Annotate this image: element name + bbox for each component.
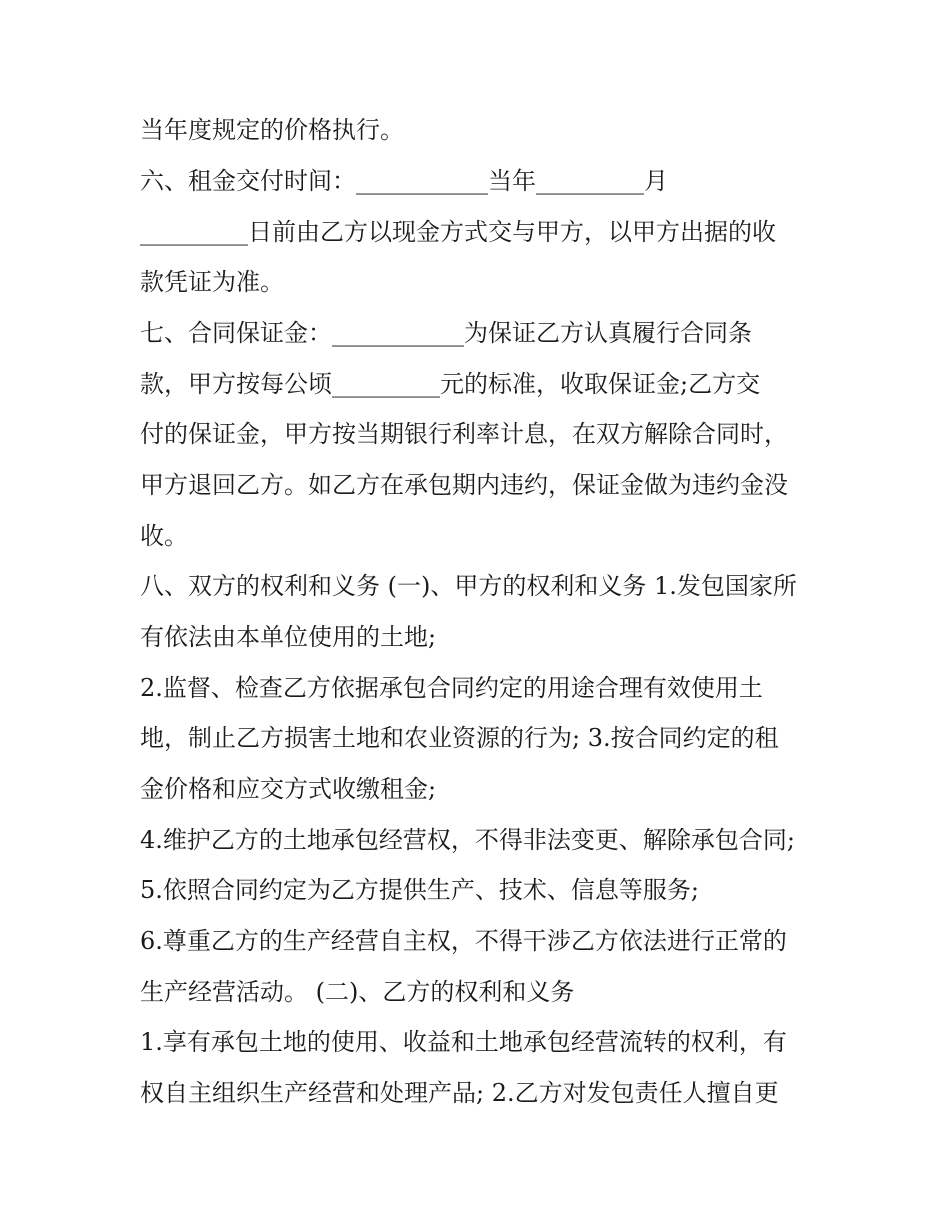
text-line: 有依法由本单位使用的土地; xyxy=(140,623,437,651)
text-line: 付的保证金，甲方按当期银行利率计息，在双方解除合同时， xyxy=(140,420,788,448)
text-line: _________日前由乙方以现金方式交与甲方，以甲方出据的收 xyxy=(140,218,776,246)
text-line: 2.监督、检查乙方依据承包合同约定的用途合理有效使用土 xyxy=(140,674,763,702)
text-line: 5.依照合同约定为乙方提供生产、技术、信息等服务; xyxy=(140,876,699,904)
text-line: 七、合同保证金：___________为保证乙方认真履行合同条 xyxy=(140,319,752,347)
text-line: 款凭证为准。 xyxy=(140,268,284,296)
text-line: 八、双方的权利和义务 (一)、甲方的权利和义务 1.发包国家所 xyxy=(140,572,797,600)
text-line: 权自主组织生产经营和处理产品; 2.乙方对发包责任人擅自更 xyxy=(140,1079,779,1107)
text-line: 地，制止乙方损害土地和农业资源的行为; 3.按合同约定的租 xyxy=(140,724,779,752)
text-line: 6.尊重乙方的生产经营自主权，不得干涉乙方依法进行正常的 xyxy=(140,927,787,955)
text-line: 款，甲方按每公顷_________元的标准，收取保证金;乙方交 xyxy=(140,370,761,398)
text-line: 1.享有承包土地的使用、收益和土地承包经营流转的权利，有 xyxy=(140,1028,787,1056)
text-line: 当年度规定的价格执行。 xyxy=(140,116,404,144)
text-line: 4.维护乙方的土地承包经营权，不得非法变更、解除承包合同; xyxy=(140,826,795,854)
text-line: 金价格和应交方式收缴租金; xyxy=(140,775,437,803)
text-line: 生产经营活动。 (二)、乙方的权利和义务 xyxy=(140,978,575,1006)
text-line: 甲方退回乙方。如乙方在承包期内违约，保证金做为违约金没 xyxy=(140,471,788,499)
text-line: 收。 xyxy=(140,522,188,550)
text-line: 六、租金交付时间：___________当年_________月 xyxy=(140,167,668,195)
